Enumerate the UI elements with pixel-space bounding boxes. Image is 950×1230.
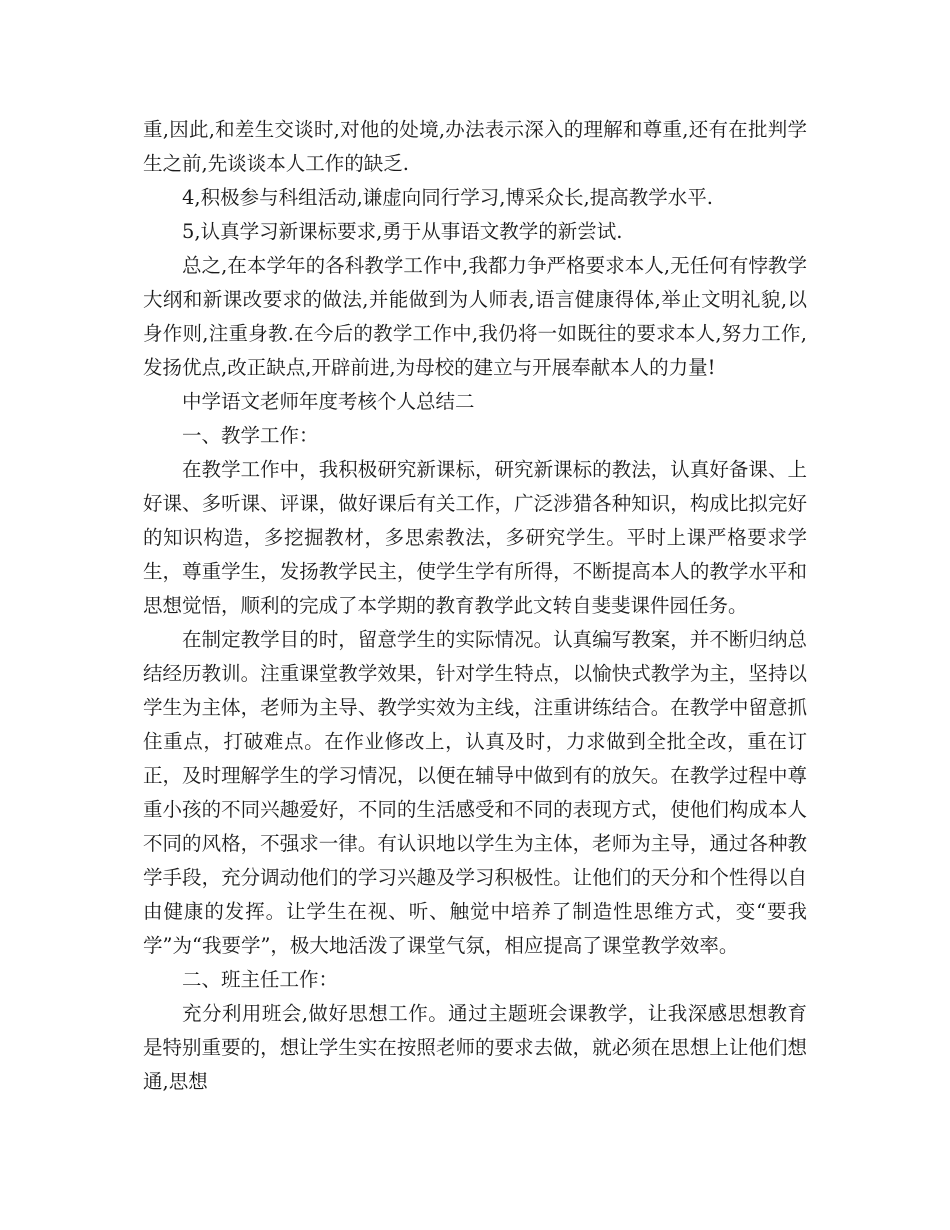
- paragraph-item-5: 5,认真学习新课标要求,勇于从事语文教学的新尝试.: [182, 220, 623, 243]
- paragraph-item-4: 4,积极参与科组活动,谦虚向同行学习,博采众长,提高教学水平.: [182, 186, 713, 209]
- paragraph-teaching-1: 在教学工作中，我积极研究新课标，研究新课标的教法，认真好备课、上好课、多听课、评课，做好课后有关工作，广泛涉猎各种知识，构成比拟完好的知识构造，多挖掘教材，多思索教法，多研究学生。平时上课严格要求学生，尊重学生，发扬教学民主，使学生学有所得，不断提高本人的教学水平和思想觉悟，顺利的完成了本学期的教育教学此文转自斐斐课件园任务。: [143, 458, 807, 617]
- heading-teaching-work: 一、教学工作：: [182, 424, 319, 447]
- paragraph-teaching-2: 在制定教学目的时，留意学生的实际情况。认真编写教案，并不断归纳总结经历教训。注重课堂教学效果，针对学生特点，以愉快式教学为主，坚持以学生为主体，老师为主导、教学实效为主线，注重讲练结合。在教学中留意抓住重点，打破难点。在作业修改上，认真及时，力求做到全批全改，重在订正，及时理解学生的学习情况，以便在辅导中做到有的放矢。在教学过程中尊重小孩的不同兴趣爱好，不同的生活感受和不同的表现方式，使他们构成本人不同的风格，不强求一律。有认识地以学生为主体，老师为主导，通过各种教学手段，充分调动他们的学习兴趣及学习积极性。让他们的天分和个性得以自由健康的发挥。让学生在视、听、触觉中培养了制造性思维方式，变“要我学”为“我要学”，极大地活泼了课堂气氛，相应提高了课堂教学效率。: [143, 628, 807, 957]
- paragraph-class-teacher: 充分利用班会,做好思想工作。通过主题班会课教学，让我深感思想教育是特别重要的，想让学生实在按照老师的要求去做，就必须在思想上让他们想通,思想: [143, 1002, 807, 1093]
- paragraph-continuation: 重,因此,和差生交谈时,对他的处境,办法表示深入的理解和尊重,还有在批判学生之前,先谈谈本人工作的缺乏.: [143, 118, 807, 175]
- heading-class-teacher-work: 二、班主任工作：: [182, 968, 339, 991]
- section-title: 中学语文老师年度考核个人总结二: [182, 390, 475, 413]
- paragraph-conclusion: 总之,在本学年的各科教学工作中,我都力争严格要求本人,无任何有悖教学大纲和新课改要求的做法,并能做到为人师表,语言健康得体,举止文明礼貌,以身作则,注重身教.在今后的教学工作中,我仍将一如既往的要求本人,努力工作,发扬优点,改正缺点,开辟前进,为母校的建立与开展奉献本人的力量!: [143, 254, 807, 379]
- document-body: [143, 113, 807, 1099]
